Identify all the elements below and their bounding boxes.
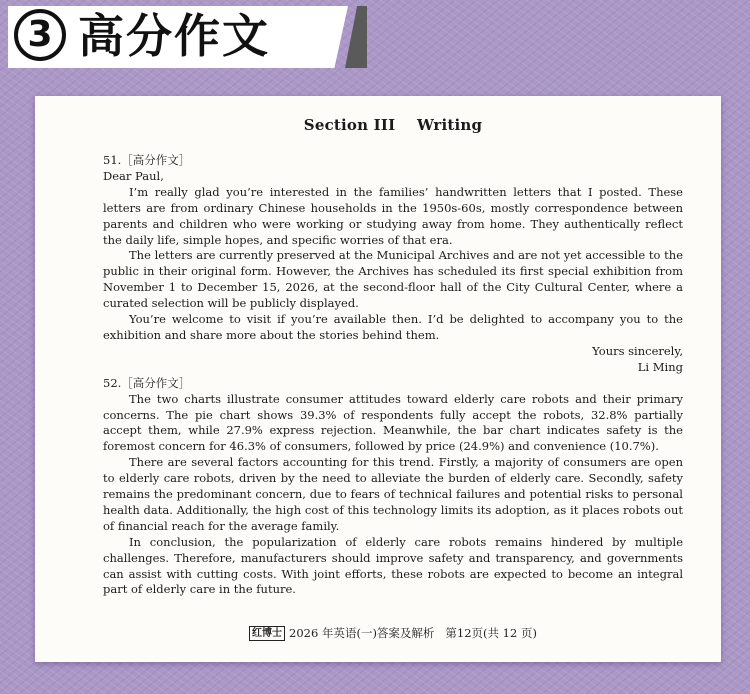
page-title: 高分作文 [78, 9, 270, 63]
letter-paragraph: You’re welcome to visit if you’re available then. I’d be delighted to accompany you to the exhibition and share more about the stories behind them. [103, 312, 683, 342]
letter-paragraph: The letters are currently preserved at the Municipal Archives and are not yet accessible to the public in their original form. However, the Archives has scheduled its first special exhibition from November 1 to December 15, 2026, at the second-floor hall of the City Cultural Center, where a curated selection will be publicly displayed. [103, 248, 683, 311]
section-heading: Section III Writing [303, 116, 483, 134]
letter-salutation: Dear Paul, [103, 168, 164, 183]
essay-paragraph: The two charts illustrate consumer attitudes toward elderly care robots and their primary concerns. The pie chart shows 39.3% of respondents fully accept the robots, 32.8% partially accept them, while 27.9% express rejection. Meanwhile, the bar chart indicates safety is the foremost concern for 46.3% of consumers, followed by price (24.9%) and convenience (10.7%). [103, 391, 683, 454]
title-banner-tab [345, 6, 367, 68]
title-banner [0, 0, 365, 74]
essay-paragraph: In conclusion, the popularization of elderly care robots remains hindered by multiple challenges. Therefore, manufacturers should improve safety and transparency, and governments can assist with cutting costs. With joint efforts, these robots are expected to become an integral part of elderly care in the future. [103, 534, 683, 597]
letter-signature: Li Ming [637, 359, 683, 374]
brand-logo: 红博士 [249, 626, 285, 641]
question-52-label: 52.［高分作文］ [103, 375, 191, 390]
circled-number-badge: 3 [14, 9, 66, 61]
page-footer [103, 626, 683, 642]
footer-text: 2026 年英语(一)答案及解析 第12页(共 12 页) [289, 626, 537, 640]
essay-body [103, 153, 683, 598]
letter-closing: Yours sincerely, [592, 343, 683, 358]
question-51-label: 51.［高分作文］ [103, 153, 191, 167]
essay-paragraph: There are several factors accounting for this trend. Firstly, a majority of consumers are open to elderly care robots, driven by the need to alleviate the burden of elderly care. Secondly, safety remains the predominant concern, due to fears of technical failures and potential risks to personal health data. Additionally, the high cost of this technology limits its adoption, as it places robots out of financial reach for the average family. [103, 455, 683, 533]
answer-sheet [35, 96, 721, 662]
letter-paragraph: I’m really glad you’re interested in the families’ handwritten letters that I posted. These letters are from ordinary Chinese households in the 1950s-60s, mostly correspondence between parents and children who were working or studying away from home. They authentically reflect the daily life, simple hopes, and specific worries of that era. [103, 184, 683, 247]
